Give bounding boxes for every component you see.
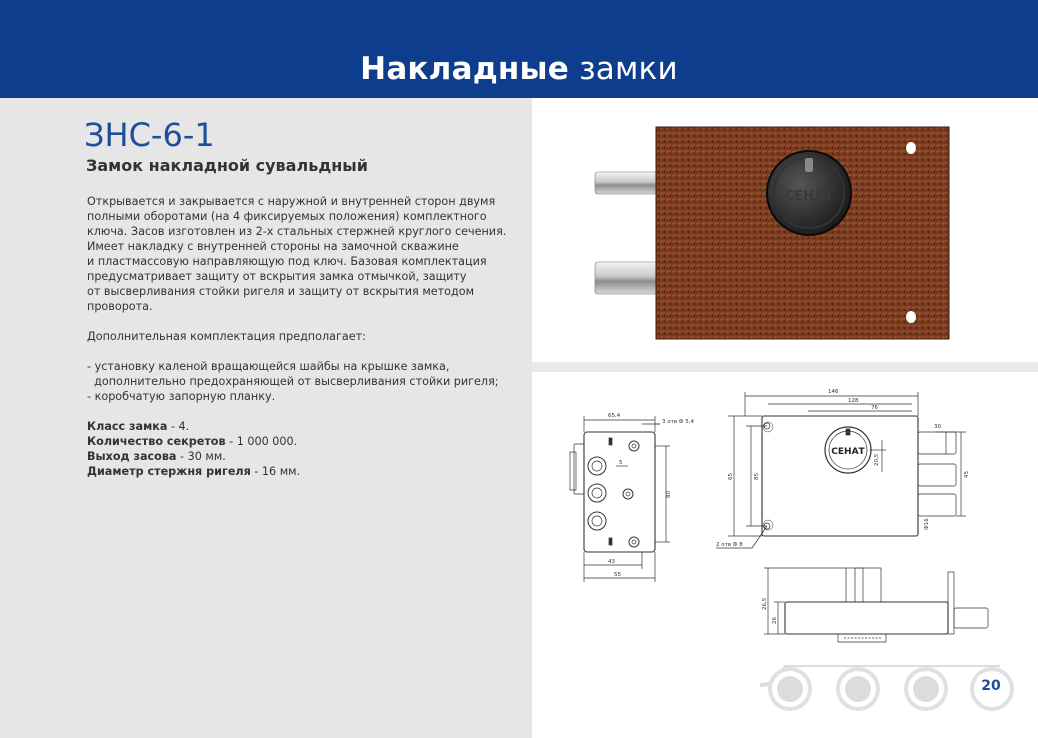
description-line: Имеет накладку с внутренней стороны на замочной скважине — [87, 240, 459, 253]
divider — [532, 362, 1038, 372]
description-line: ключа. Засов изготовлен из 2-х стальных стержней круглого сечения. — [87, 225, 507, 238]
dim-label: 20,5 — [874, 453, 880, 466]
description-line: и пластмассовую направляющую под ключ. Базовая комплектация — [87, 255, 487, 268]
product-info-panel — [0, 98, 532, 738]
product-description — [87, 194, 507, 479]
dim-label: 26,5 — [762, 597, 768, 610]
extras-item: дополнительно предохраняющей от высверливания стойки ригеля; — [87, 375, 499, 388]
description-line: Открывается и закрывается с наружной и внутренней сторон двумя — [87, 195, 496, 208]
spec-lock-class: Класс замка - 4. — [87, 420, 190, 433]
dim-label: 43 — [608, 559, 615, 565]
bottom-view — [764, 568, 988, 642]
extras-item: - установку каленой вращающейся шайбы на крышке замка, — [87, 360, 450, 373]
front-view — [655, 392, 966, 548]
dim-label: 3 отв Ф 5,4 — [662, 419, 695, 425]
dim-label: 55 — [614, 572, 621, 578]
dim-label: 30 — [934, 424, 941, 430]
page-title — [0, 50, 1038, 88]
technical-drawing — [556, 380, 1026, 660]
description-line: проворота. — [87, 300, 153, 313]
title-regular: замки — [579, 51, 678, 87]
spec-bolt-diameter: Диаметр стержня ригеля - 16 мм. — [87, 465, 301, 478]
spec-bolt-throw: Выход засова - 30 мм. — [87, 450, 226, 463]
dim-label: 128 — [848, 398, 859, 404]
side-view — [570, 416, 670, 582]
page-header — [0, 0, 1038, 98]
dim-label: 65 — [728, 473, 734, 480]
product-model: ЗНС-6-1 — [84, 116, 215, 154]
dim-label: 45 — [964, 471, 970, 478]
lock-photo — [570, 120, 960, 350]
dim-label: 65,4 — [608, 413, 621, 419]
extras-title: Дополнительная комплектация предполагает: — [87, 330, 366, 343]
dim-label: 76 — [871, 405, 878, 411]
description-line: предусматривает защиту от вскрытия замка отмычкой, защиту — [87, 270, 467, 283]
dim-label: Ф16 — [924, 518, 930, 530]
title-bold: Накладные — [360, 51, 570, 87]
product-subtitle: Замок накладной сувальдный — [86, 156, 368, 175]
dim-label: 80 — [666, 491, 672, 498]
dim-label: 26 — [772, 617, 778, 624]
drawing-brand: СЕНАТ — [831, 447, 865, 457]
dim-label: 85 — [754, 473, 760, 480]
dim-label: 146 — [828, 389, 839, 395]
description-line: от высверливания стойки ригеля и защиту от вскрытия методом — [87, 285, 475, 298]
dim-label: 2 отв Ф 8 — [716, 542, 743, 548]
page-number: 20 — [976, 674, 1006, 698]
description-line: полными оборотами (на 4 фиксируемых положения) комплектного — [87, 210, 487, 223]
spec-secrets-count: Количество секретов - 1 000 000. — [87, 435, 298, 448]
dim-label: 5 — [619, 460, 623, 466]
extras-item: - коробчатую запорную планку. — [87, 390, 276, 403]
photo-brand: СЕНАТ — [784, 189, 834, 204]
